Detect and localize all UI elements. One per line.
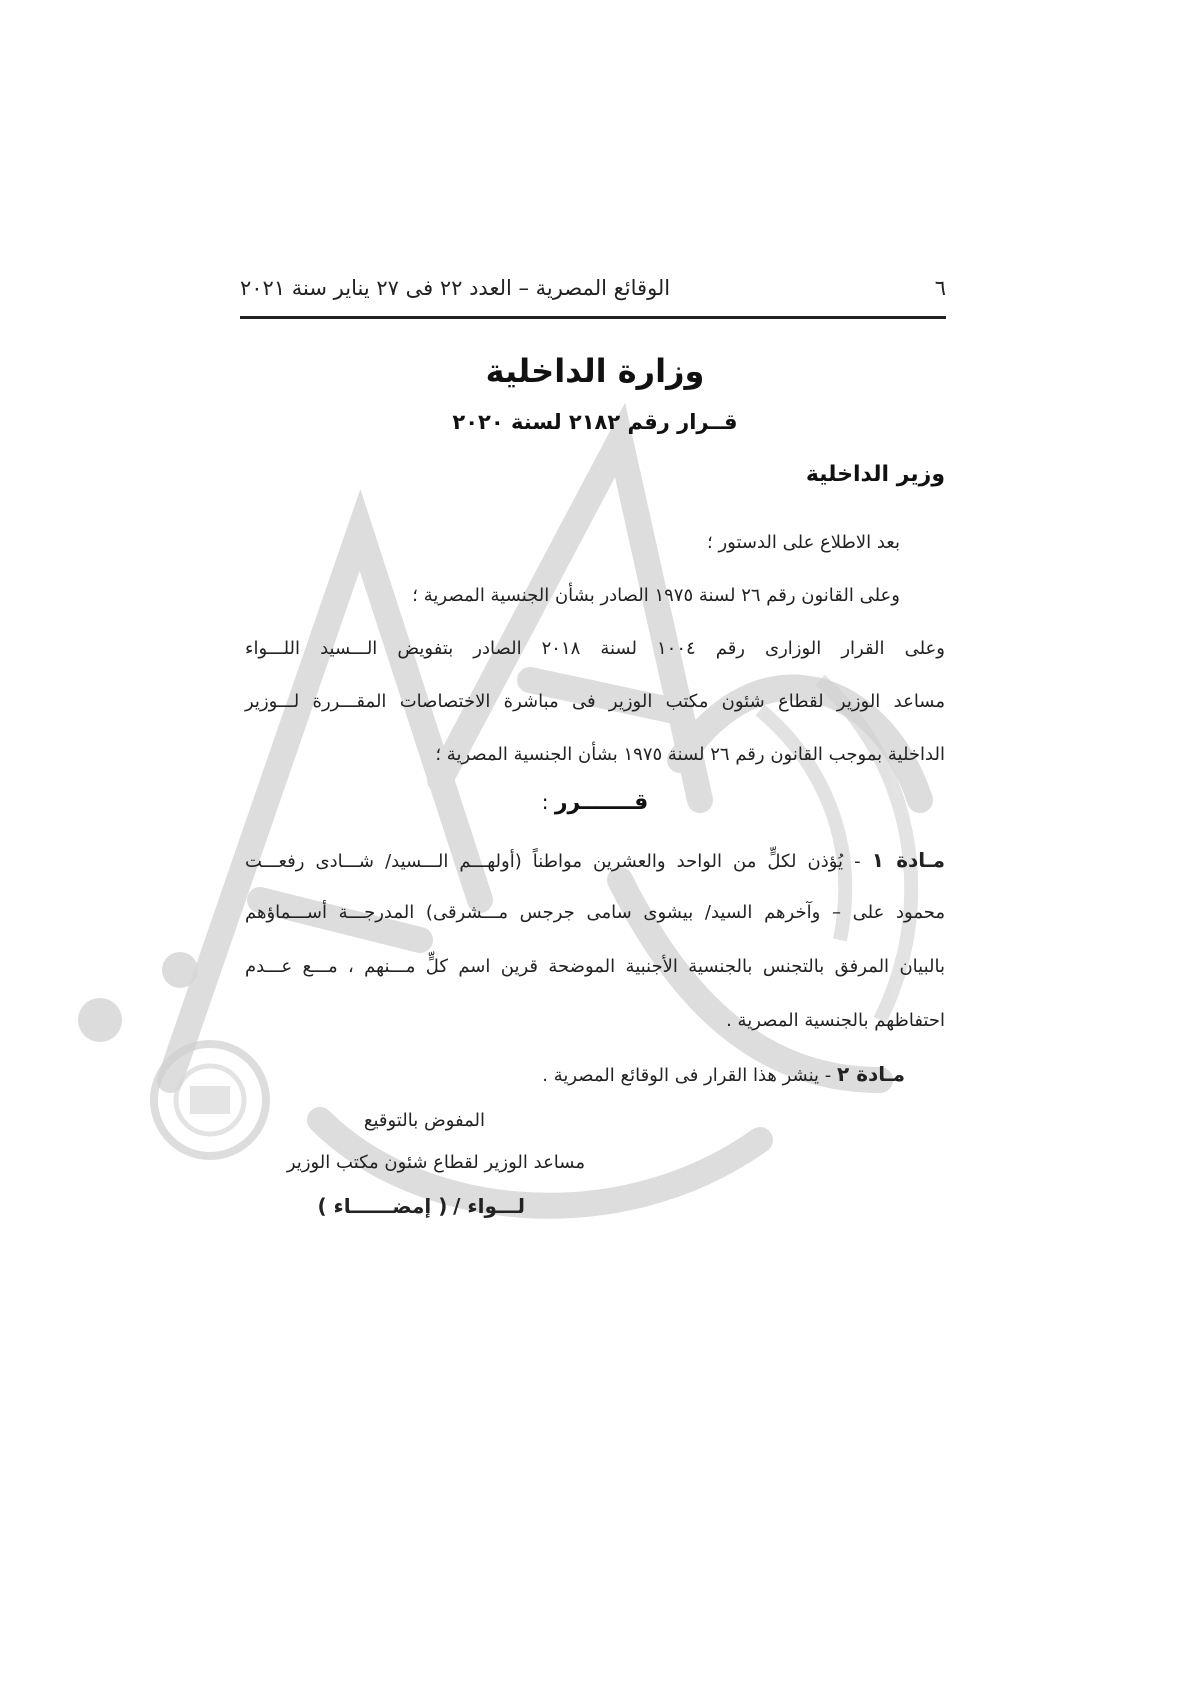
gazette-title: الوقائع المصرية – العدد ٢٢ فى ٢٧ يناير سنة ٢٠٢١ [240,276,671,300]
decided-colon: : [541,790,549,814]
preamble-line-3: وعلى القرار الوزارى رقم ١٠٠٤ لسنة ٢٠١٨ الصادر بتفويض الـــسيد اللـــواء [245,638,945,659]
article-1-line-1 [245,848,945,872]
issuer-title: وزير الداخلية [805,462,945,487]
page-header [240,270,946,306]
article-1-label: مـادة ١ [871,848,945,872]
article-1-line-4: احتفاظهم بالجنسية المصرية . [726,1010,945,1031]
page-number: ٦ [934,276,946,300]
decree-title: قــرار رقم ٢١٨٢ لسنة ٢٠٢٠ [452,410,738,434]
signature-rank: لـــواء / [453,1194,525,1218]
article-2-label: مـادة ٢ [837,1062,905,1086]
signature-block [317,1194,525,1218]
article-1-line-2: محمود على – وآخرهم السيد/ بيشوى سامى جرجس مـــشرقى) المدرجـــة أســـماؤهم [245,902,945,923]
signature-delegated: المفوض بالتوقيع [363,1110,485,1131]
article-2 [542,1062,905,1086]
article-1-text-1: - يُؤذن لكلٍّ من الواحد والعشرين مواطناً (أولهـــم الـــسيد/ شـــادى رفعـــت [245,851,861,872]
preamble-line-1: بعد الاطلاع على الدستور ؛ [707,532,900,553]
article-1-line-3: بالبيان المرفق بالتجنس بالجنسية الأجنبية الموضحة قرين اسم كلٍّ مـــنهم ، مـــع عـــدم [245,956,945,977]
signature-position: مساعد الوزير لقطاع شئون مكتب الوزير [286,1152,585,1173]
header-divider [240,316,946,319]
preamble-line-2: وعلى القانون رقم ٢٦ لسنة ١٩٧٥ الصادر بشأن الجنسية المصرية ؛ [412,585,900,606]
article-2-text: - ينشر هذا القرار فى الوقائع المصرية . [542,1065,832,1086]
decided-heading [0,790,1190,815]
decided-word: قـــــــرر [554,790,649,815]
preamble-line-5: الداخلية بموجب القانون رقم ٢٦ لسنة ١٩٧٥ بشأن الجنسية المصرية ؛ [435,744,945,765]
preamble-line-4: مساعد الوزير لقطاع شئون مكتب الوزير فى مباشرة الاختصاصات المقـــررة لـــوزير [245,691,945,712]
ministry-heading: وزارة الداخلية [485,352,705,390]
signature-signed: ( إمضــــــاء ) [317,1194,448,1218]
